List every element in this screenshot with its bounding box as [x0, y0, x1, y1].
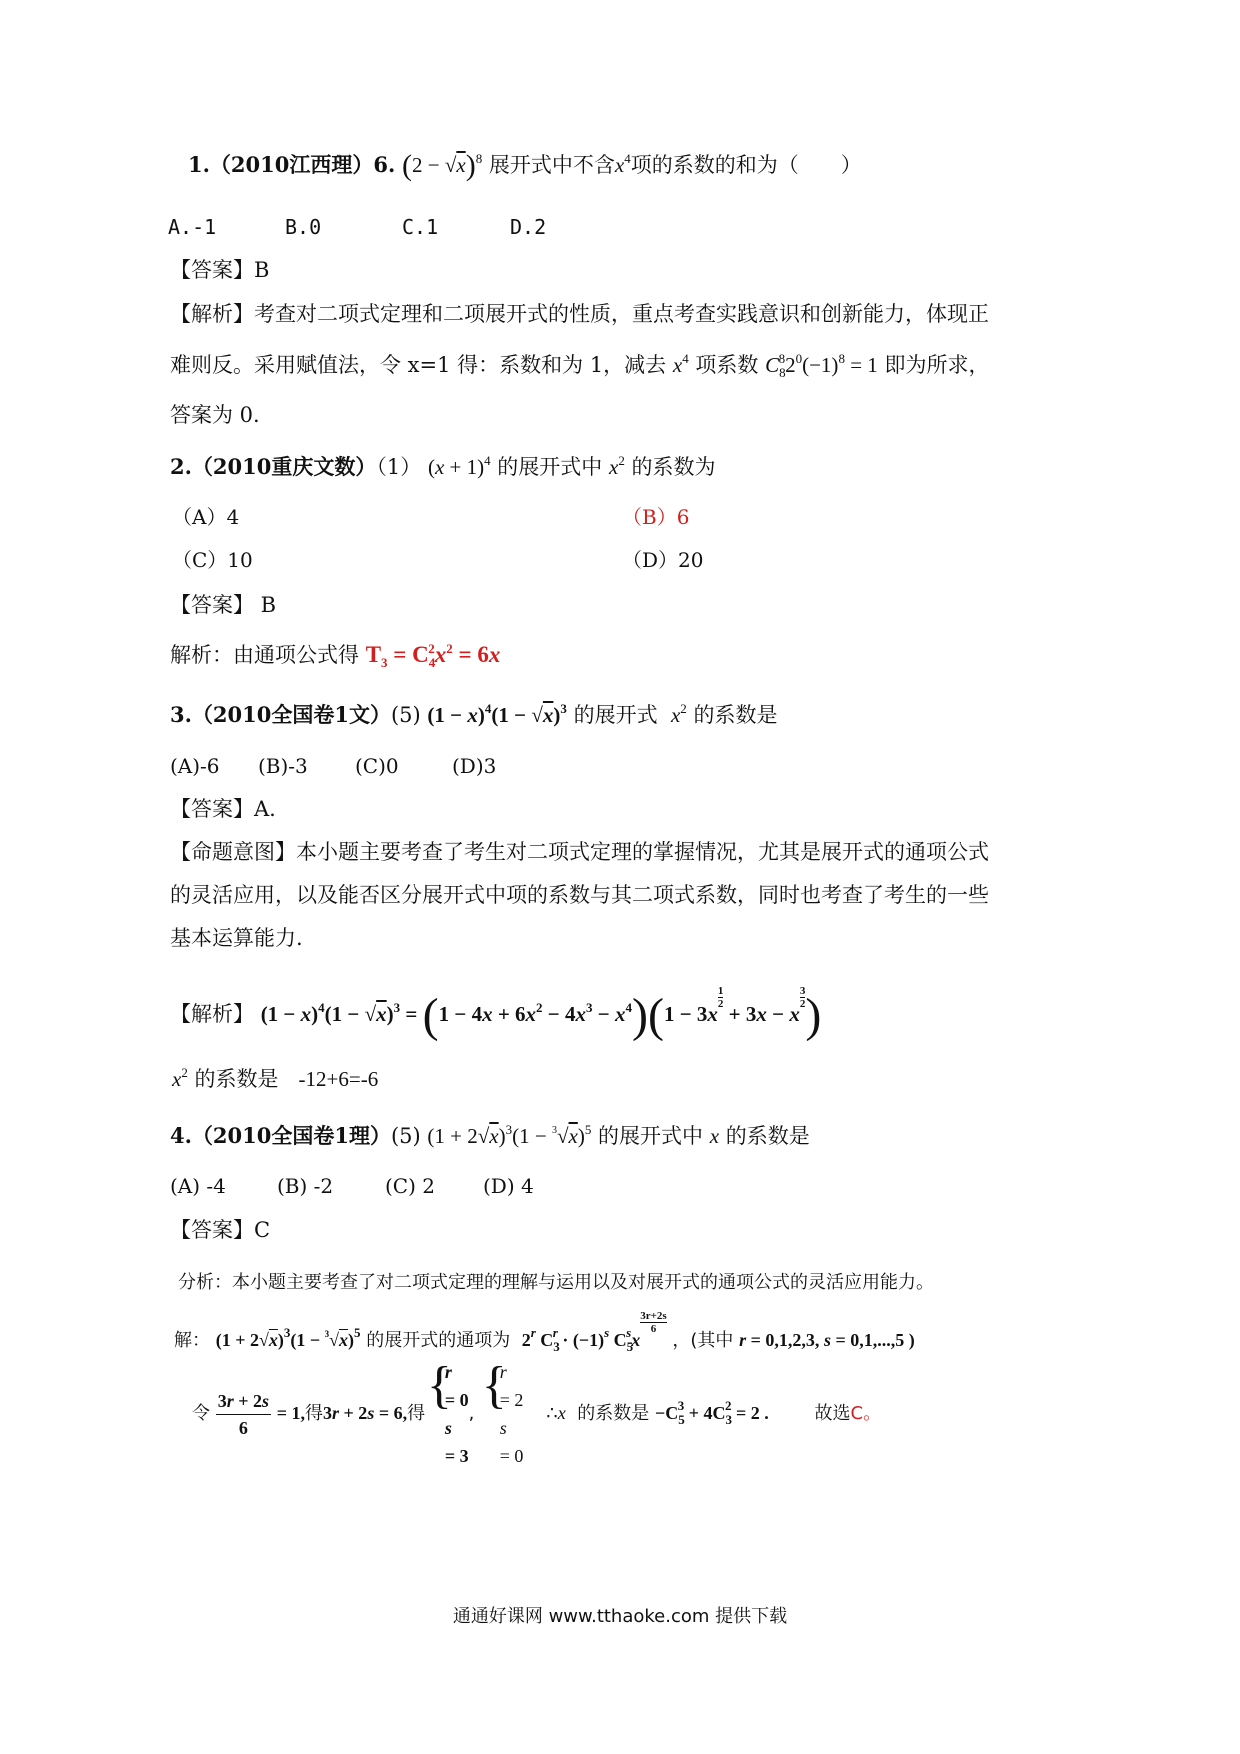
- q2-stem: 2.（2010重庆文数）（1） $(x + 1)^4$ 的展开式中 $x^2$ 的系数为: [170, 453, 716, 479]
- q3-analysis-formula: $(1 - x)^4(1 - √x)^3 = (1 - 4x + 6x^2 - 4x^3 - x^4)(1 - 3x$ $\frac{1}{2}$ + 3x − x $\frac{3}{2}$ ): [260, 985, 822, 1042]
- q3-option-a: (A)-6: [170, 754, 220, 778]
- q2-formula: $T_3 = C_4^2x^2 = 6x$: [365, 641, 501, 670]
- q4-fenxi: 分析：本小题主要考查了对二项式定理的理解与运用以及对展开式的通项公式的灵活应用能力。: [178, 1272, 934, 1293]
- q3-option-c: (C)0: [355, 754, 399, 778]
- q4-answer: 【答案】C: [170, 1218, 271, 1242]
- q3-analysis-label: 【解析】: [170, 1002, 254, 1026]
- q3-intent-line2: 的灵活应用，以及能否区分展开式中项的系数与其二项式系数，同时也考查了考生的一些: [170, 883, 989, 907]
- q1-stem: 1.（2010江西理）6. $(2 - √x)^8$ 展开式中不含$x^4$项的系数的和为（ ）: [188, 149, 862, 182]
- q1-term-formula: $C_8^82^0(-1)^8 = 1$: [765, 351, 878, 380]
- q1-analysis-label: 【解析】: [170, 302, 254, 326]
- q3-intent-line3: 基本运算能力.: [170, 926, 303, 950]
- q4-ling: 令 $\frac{3r + 2s}{6}$ = 1,得3r + 2s = 6,得 { r = 0 s = 3 , { r = 2 s = 0 ∴x 的系数是 $-C_5^3 + 4C_3^2 = 2$ . 故选C。: [192, 1358, 881, 1470]
- q3-coef-value: -12+6=-6: [298, 1067, 379, 1091]
- q1-analysis-line3: 答案为 0.: [170, 403, 260, 427]
- q3-option-d: (D)3: [452, 754, 497, 778]
- q1-answer: 【答案】B: [170, 258, 270, 282]
- q3-option-b: (B)-3: [258, 754, 308, 778]
- q3-answer: 【答案】A.: [170, 797, 276, 821]
- q1-analysis-line2: 难则反。采用赋值法，令 x=1 得：系数和为 1，减去 $x^4$ 项系数 $C_8^82^0(-1)^8 = 1$ 即为所求，: [170, 351, 990, 380]
- q2-answer: 【答案】 B: [170, 593, 277, 617]
- q1-option-d: D.2: [510, 215, 547, 239]
- q4-title: 4.（2010全国卷1理）: [170, 1123, 391, 1148]
- q2-option-b: （B）6: [622, 505, 690, 529]
- q3-analysis: [170, 985, 822, 1042]
- q3-stem: 3.（2010全国卷1文）(5) $(1 - x)^4(1 - √x)^3$ 的展开式 $x^2$ 的系数是: [170, 701, 778, 727]
- page-footer: 通通好课网 www.tthaoke.com 提供下载: [452, 1606, 788, 1627]
- q1-option-b: B.0: [285, 215, 322, 239]
- q1-option-c: C.1: [402, 215, 439, 239]
- q4-option-b: (B) -2: [277, 1174, 334, 1198]
- q1-expression: $(2 - √x)^8$: [401, 149, 483, 182]
- q2-option-d: （D）20: [622, 548, 704, 572]
- q4-jie: 解： $(1 + 2√x)^3(1 - ^3√x)^5$ 的展开式的通项为 2$^r$ $C_3^r \cdot (-1)^s$ $C_5^sx$ $\frac{3r+2s}{6}$ ，(其中 r = 0,1,2,3, s = 0,1,...,5 ): [174, 1310, 915, 1354]
- q2-option-a: （A）4: [172, 505, 240, 529]
- q1-title: 1.（2010江西理）6.: [188, 152, 396, 177]
- q1-analysis-line1: 【解析】考查对二项式定理和二项展开式的性质，重点考查实践意识和创新能力，体现正: [170, 302, 989, 326]
- q3-title: 3.（2010全国卷1文）: [170, 702, 391, 727]
- q4-option-c: (C) 2: [385, 1174, 435, 1198]
- q3-coef: $x^2$ 的系数是 -12+6=-6: [172, 1065, 379, 1091]
- q2-option-c: （C）10: [172, 548, 253, 572]
- q3-intent-line1: 【命题意图】本小题主要考查了考生对二项式定理的掌握情况，尤其是展开式的通项公式: [170, 840, 989, 864]
- q4-final-answer: C。: [850, 1403, 882, 1424]
- q1-stem-text: 展开式中不含: [488, 153, 615, 177]
- q2-analysis: 解析：由通项公式得 $T_3 = C_4^2x^2 = 6x$: [170, 641, 501, 670]
- q1-option-a: A.-1: [168, 215, 217, 239]
- q4-option-a: (A) -4: [170, 1174, 226, 1198]
- q1-stem-end: 项的系数的和为（ ）: [630, 153, 862, 177]
- q4-option-d: (D) 4: [483, 1174, 534, 1198]
- q4-stem: 4.（2010全国卷1理）(5) $(1 + 2√x)^3(1 - ^3√x)^5$ 的展开式中 x 的系数是: [170, 1122, 810, 1148]
- q2-title: 2.（2010重庆文数）: [170, 454, 377, 479]
